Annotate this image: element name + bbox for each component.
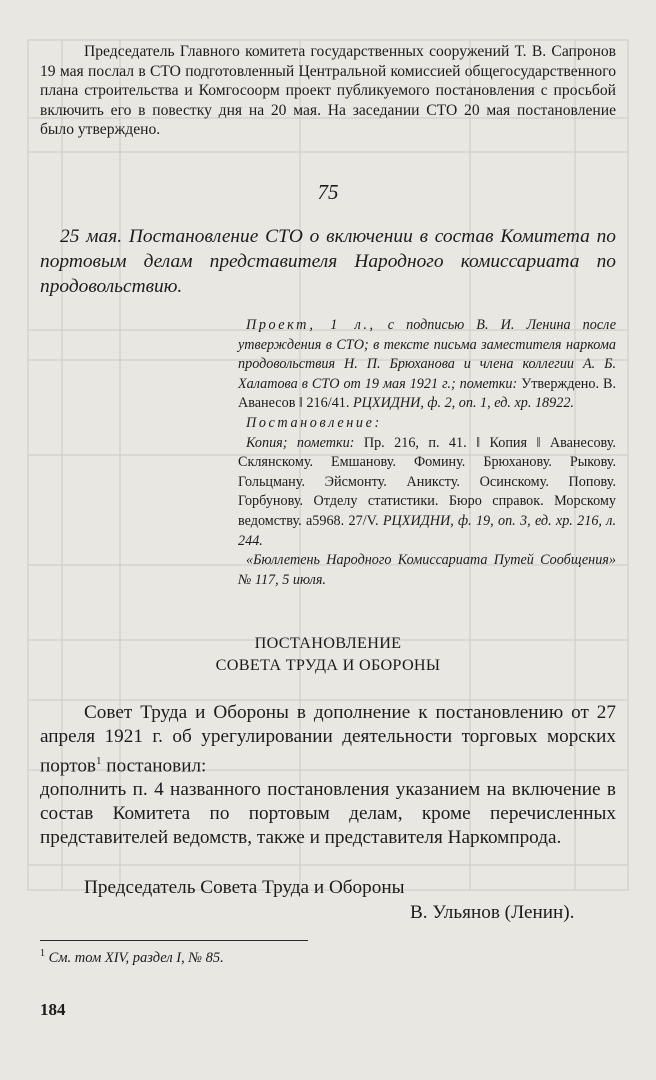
- resolution-description: Копия; пометки:: [246, 434, 364, 451]
- resolution-label: Постановление:: [246, 414, 382, 431]
- footnote-text: См. том XIV, раздел I, № 85.: [45, 949, 224, 966]
- footnote-mark: 1: [40, 948, 45, 959]
- document-number: 75: [317, 180, 339, 204]
- resolution-archive-ref: , ф. 19, оп. 3, ед. хр. 216, л. 244.: [238, 512, 616, 549]
- project-archive-name: РЦХИДНИ: [352, 395, 421, 412]
- footnote: [40, 948, 224, 967]
- document-heading: 25 мая. Постановление СТО о включении в состав Комитета по портовым делам представителя Народного комиссариата по продовольствию.: [40, 226, 616, 297]
- resolution-archive-name: РЦХИДНИ: [382, 512, 451, 529]
- body-footnote-mark: 1: [96, 755, 102, 767]
- publication-reference: «Бюллетень Народного Комиссариата Путей Сообщения» № 117, 5 июля.: [238, 552, 616, 588]
- body-part1: Совет Труда и Обороны в дополнение к постановлению от 27 апреля 1921 г. об урегулировании деятельности торговых морских портов: [40, 702, 616, 777]
- signature-position: Председатель Совета Труда и Обороны: [84, 877, 405, 898]
- resolution-marks: Пр. 216, п. 41. ‖ Копия ‖ Аванесову. Склянскому. Емшанову. Фомину. Брюханову. Рыкову. Гольцману. Эйсмонту. Аниксту. Осинскому. Попову. Горбунову. Отделу статистики. Бюро справок. Морскому ведомству. а5968. 27/V.: [238, 434, 616, 529]
- project-marks: Утверждено. В. Аванесов ‖ 216/41.: [238, 375, 616, 412]
- body-resolution-text: дополнить п. 4 названного постановления указанием на включение в состав Комитета по портовым делам, кроме перечисленных представителей ведомств, также и представителя Наркомпрода.: [40, 779, 616, 849]
- project-description: с подписью В. И. Ленина после утверждения в СТО; в тексте письма заместителя наркома продовольствия Н. П. Брюханова и члена коллегии А. Б. Халатова в СТО от 19 мая 1921 г.; пометки:: [238, 317, 617, 392]
- footnote-divider: [40, 940, 308, 941]
- resolution-body: [40, 701, 616, 850]
- resolution-title-line2: СОВЕТА ТРУДА И ОБОРОНЫ: [215, 656, 441, 674]
- signature-name: В. Ульянов (Ленин).: [410, 902, 575, 923]
- project-label: Проект, 1 л.,: [246, 317, 376, 333]
- resolution-title-line1: ПОСТАНОВЛЕНИЕ: [254, 634, 402, 652]
- intro-paragraph: Председатель Главного комитета государственных сооружений Т. В. Сапронов 19 мая послал в СТО подготовленный Центральной комиссией общегосударственного плана строительства и Комгосоорм проект публикуемого постановления с просьбой включить его в повестку дня на 20 мая. На заседании СТО 20 мая постановление было утверждено.: [40, 43, 616, 138]
- page-number: 184: [40, 1000, 66, 1019]
- archival-note: [238, 316, 616, 590]
- project-archive-ref: , ф. 2, оп. 1, ед. хр. 18922.: [420, 395, 574, 412]
- body-part2: постановил:: [101, 755, 207, 777]
